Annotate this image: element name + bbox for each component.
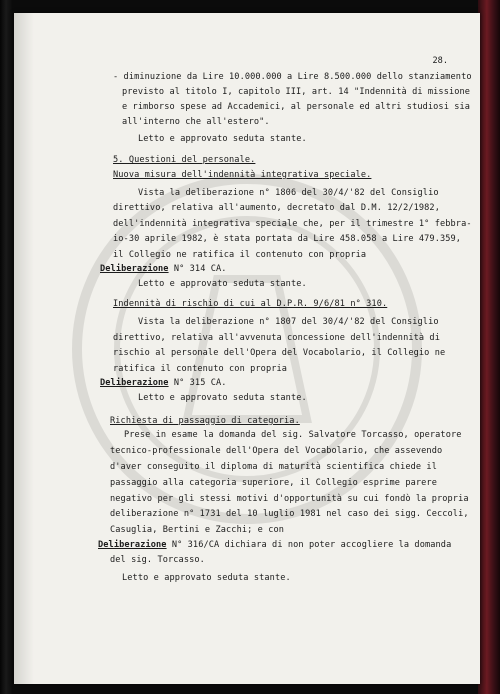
- text-line: 5. Questioni del personale.: [113, 155, 256, 165]
- text-line: tecnico-professionale dell'Opera del Vocabolario, che assevendo: [110, 446, 443, 456]
- text-line: Indennità di rischio di cui al D.P.R. 9/6/81 n° 310.: [113, 299, 388, 309]
- text-line: Letto e approvato seduta stante.: [138, 279, 307, 289]
- text-line: d'aver conseguito il diploma di maturità scientifica chiede il: [110, 462, 437, 472]
- text-line: previsto al titolo I, capitolo III, art. 14 "Indennità di missione: [122, 87, 471, 97]
- text-line: Casuglia, Bertini e Zacchi; e con: [110, 525, 285, 535]
- text-line: io-30 aprile 1982, è stata portata da Lire 458.058 a Lire 479.359,: [113, 234, 462, 244]
- text-line: direttivo, relativa all'avvenuta concessione dell'indennità di: [113, 333, 440, 343]
- text-line: Deliberazione N° 315 CA.: [100, 378, 227, 388]
- text-line: dell'indennità integrativa speciale che, per il trimestre 1° febbra-: [113, 219, 472, 229]
- page-number: 28.: [432, 56, 448, 66]
- text-line: il Collegio ne ratifica il contenuto con propria: [113, 250, 367, 260]
- page-gutter-shadow: [14, 13, 34, 684]
- text-line: e rimborso spese ad Accademici, al personale ed altri studiosi sia: [122, 102, 471, 112]
- text-line: Letto e approvato seduta stante.: [138, 134, 307, 144]
- text-line: rischio al personale dell'Opera del Vocabolario, il Collegio ne: [113, 348, 446, 358]
- text-line: all'interno che all'estero".: [122, 117, 270, 127]
- text-line: deliberazione n° 1731 del 10 luglio 1981 nel caso dei sigg. Ceccoli,: [110, 509, 469, 519]
- text-line: ratifica il contenuto con propria: [113, 364, 288, 374]
- text-line: Deliberazione N° 316/CA dichiara di non poter accogliere la domanda: [98, 540, 452, 550]
- text-line: Deliberazione N° 314 CA.: [100, 264, 227, 274]
- text-line: Vista la deliberazione n° 1806 del 30/4/'82 del Consiglio: [138, 188, 439, 198]
- text-line: - diminuzione da Lire 10.000.000 a Lire 8.500.000 dello stanziamento: [113, 72, 472, 82]
- text-line: Vista la deliberazione n° 1807 del 30/4/'82 del Consiglio: [138, 317, 439, 327]
- text-line: Prese in esame la domanda del sig. Salvatore Torcasso, operatore: [124, 430, 462, 440]
- bookmark-ribbon: [478, 0, 500, 694]
- text-line: Richiesta di passaggio di categoria.: [110, 416, 300, 426]
- text-line: Letto e approvato seduta stante.: [122, 573, 291, 583]
- text-line: negativo per gli stessi motivi d'opportunità su cui fondò la propria: [110, 494, 469, 504]
- text-line: Letto e approvato seduta stante.: [138, 393, 307, 403]
- text-line: del sig. Torcasso.: [110, 555, 205, 565]
- text-line: direttivo, relativa all'aumento, decretato dal D.M. 12/2/1982,: [113, 203, 440, 213]
- text-line: Nuova misura dell'indennità integrativa speciale.: [113, 170, 372, 180]
- book-binding: [0, 0, 12, 694]
- text-line: passaggio alla categoria superiore, il Collegio esprime parere: [110, 478, 437, 488]
- document-page: [14, 13, 480, 684]
